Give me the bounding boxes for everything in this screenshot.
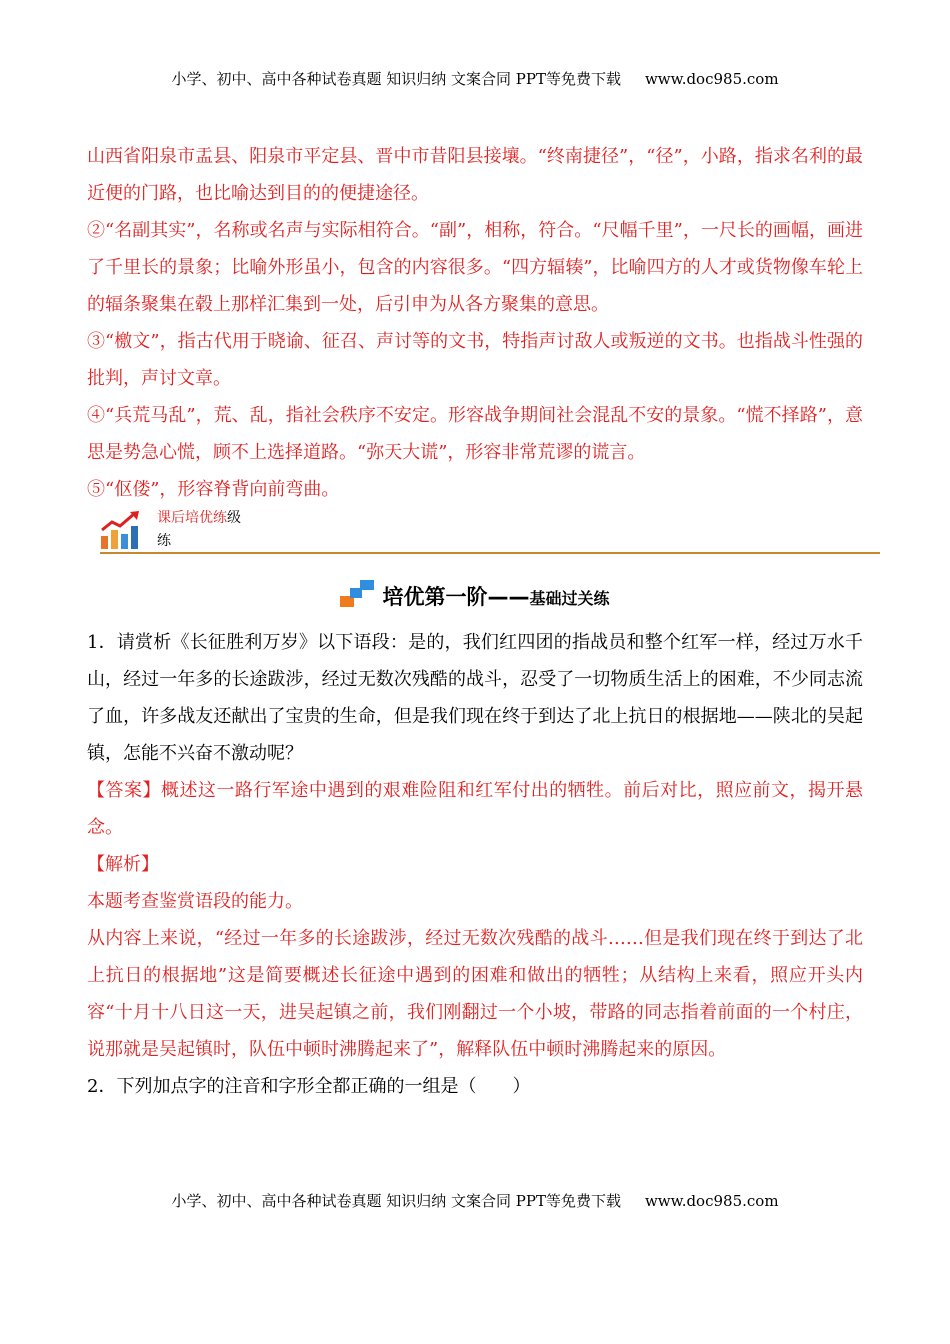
question-1-text: 1．请赏析《长征胜利万岁》以下语段：是的，我们红四团的指战员和整个红军一样，经过万水千山，经过一年多的长途跋涉，经过无数次残酷的战斗，忍受了一切物质生活上的困难，不少同志流了血，许多战友还献出了宝贵的生命，但是我们现在终于到达了北上抗日的根据地——陕北的吴起镇，怎能不兴奋不激动呢？ (87, 632, 863, 764)
page-header (0, 68, 950, 89)
note-paragraph-2: ②“名副其实”，名称或名声与实际相符合。“副”，相称，符合。“尺幅千里”，一尺长的画幅，画进了千里长的景象；比喻外形虽小，包含的内容很多。“四方辐辏”，比喻四方的人才或货物像车轮上的辐条聚集在毂上那样汇集到一处，后引申为从各方聚集的意思。 (87, 220, 863, 315)
stage-title-main: 培优第一阶—— (382, 585, 530, 609)
analysis-tag: 【解析】 (87, 854, 159, 875)
answer-tag: 【答案】 (87, 780, 161, 801)
section-header (100, 508, 880, 554)
stairs-icon (340, 578, 376, 608)
stage-title-sub: 基础过关练 (529, 589, 610, 608)
note-paragraph-5: ⑤“伛偻”，形容脊背向前弯曲。 (87, 479, 340, 500)
question-2-text: 2．下列加点字的注音和字形全都正确的一组是（ ） (87, 1076, 531, 1097)
section-divider (100, 552, 880, 554)
notes-block (87, 138, 863, 508)
analysis-line-2: 从内容上来说，“经过一年多的长途跋涉，经过无数次残酷的战斗……但是我们现在终于到达了北上抗日的根据地”这是简要概述长征途中遇到的困难和做出的牺牲；从结构上来看，照应开头内容“十月十八日这一天，进吴起镇之前，我们刚翻过一个小坡，带路的同志指着前面的一个村庄，说那就是吴起镇时，队伍中顿时沸腾起来了”，解释队伍中顿时沸腾起来的原因。 (87, 928, 863, 1060)
growth-chart-icon (100, 510, 142, 550)
header-text: 小学、初中、高中各种试卷真题 知识归纳 文案合同 PPT等免费下载 (171, 70, 621, 88)
section-label-red: 课后培优练 (157, 510, 227, 526)
note-paragraph-1: 山西省阳泉市盂县、阳泉市平定县、晋中市昔阳县接壤。“终南捷径”，“径”，小路，指求名利的最近便的门路，也比喻达到目的的便捷途径。 (87, 146, 863, 204)
question-block (87, 624, 863, 1105)
section-label (157, 509, 241, 527)
footer-url: www.doc985.com (644, 1192, 779, 1210)
note-paragraph-4: ④“兵荒马乱”，荒、乱，指社会秩序不安定。形容战争期间社会混乱不安的景象。“慌不择路”，意思是势急心慌，顾不上选择道路。“弥天大谎”，形容非常荒谬的谎言。 (87, 405, 863, 463)
note-paragraph-3: ③“檄文”，指古代用于晓谕、征召、声讨等的文书，特指声讨敌人或叛逆的文书。也指战斗性强的批判，声讨文章。 (87, 331, 863, 389)
header-url: www.doc985.com (644, 70, 779, 88)
section-label-suffix: 级 (227, 510, 241, 526)
stage-title (0, 578, 950, 611)
page-footer (0, 1190, 950, 1211)
answer-paragraph (87, 772, 863, 846)
footer-text: 小学、初中、高中各种试卷真题 知识归纳 文案合同 PPT等免费下载 (171, 1192, 621, 1210)
answer-text: 概述这一路行军途中遇到的艰难险阻和红军付出的牺牲。前后对比，照应前文，揭开悬念。 (87, 780, 863, 838)
section-label-line2: 练 (157, 533, 171, 549)
analysis-line-1: 本题考查鉴赏语段的能力。 (87, 891, 303, 912)
